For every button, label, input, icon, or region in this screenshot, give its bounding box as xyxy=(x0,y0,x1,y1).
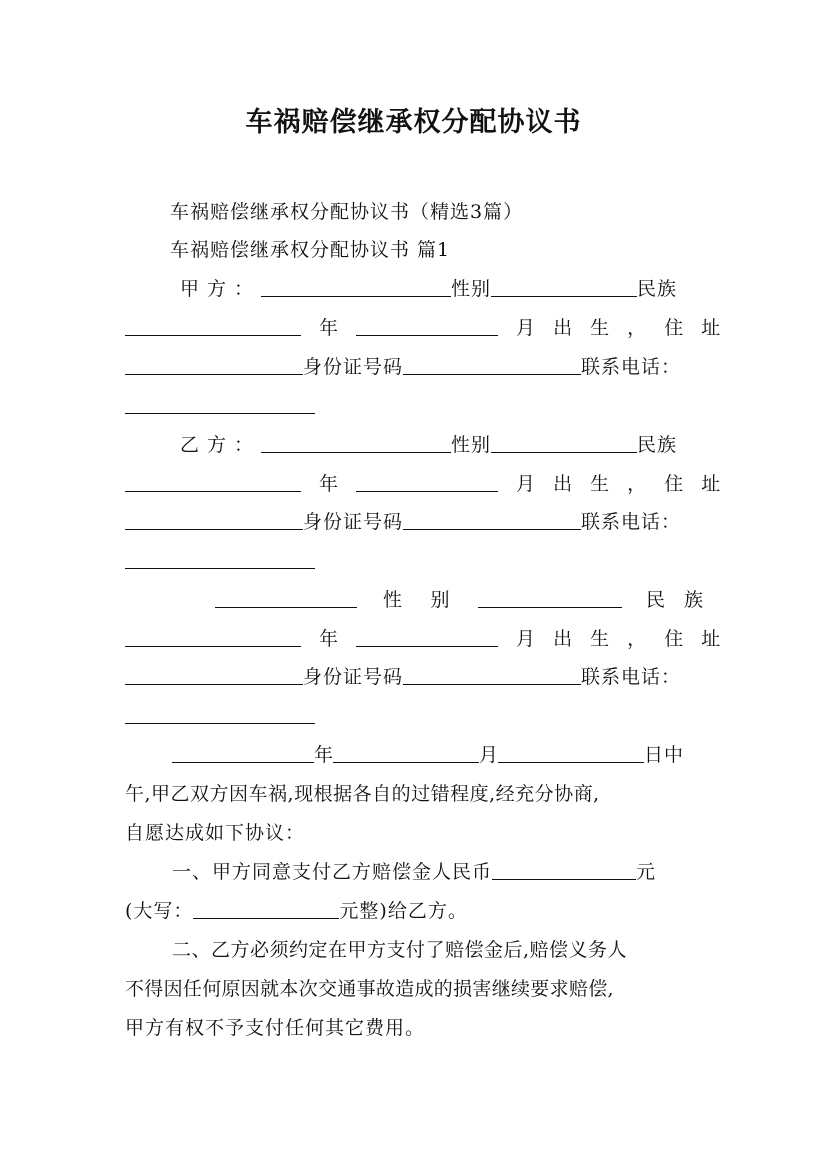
party-c-line2 xyxy=(125,624,738,654)
id-blank[interactable] xyxy=(403,664,581,685)
clause2-line3: 甲方有权不予支付任何其它费用。 xyxy=(125,1017,426,1039)
ethnic-label: 民族 xyxy=(636,434,677,456)
day-blank[interactable] xyxy=(498,742,644,763)
party-b-label: 乙方： xyxy=(180,434,261,456)
phone-label: 联系电话： xyxy=(581,356,682,378)
birth-address-label: 月出生，住址 xyxy=(516,628,739,650)
intro-line2: 午,甲乙双方因车祸,现根据各自的过错程度,经充分协商, xyxy=(125,783,600,805)
phone-blank[interactable] xyxy=(125,393,315,414)
year-blank[interactable] xyxy=(172,742,314,763)
clause1-line1 xyxy=(172,857,655,887)
birth-address-label: 月出生，住址 xyxy=(516,317,739,339)
phone-blank[interactable] xyxy=(125,548,315,569)
party-a-line4 xyxy=(125,391,315,421)
subtitle-collection: 车祸赔偿继承权分配协议书（精选3篇） xyxy=(170,201,524,223)
gender-label: 性别 xyxy=(450,434,491,456)
gender-label: 性别 xyxy=(450,278,491,300)
phone-label: 联系电话： xyxy=(581,666,682,688)
party-b-line2 xyxy=(125,469,738,499)
party-a-line1 xyxy=(180,274,677,304)
ethnic-blank[interactable] xyxy=(125,626,301,647)
daxie-close-label: 元整)给乙方。 xyxy=(339,900,468,922)
party-c-line4 xyxy=(125,701,315,731)
year-label: 年 xyxy=(319,473,339,495)
id-blank[interactable] xyxy=(403,354,581,375)
birth-address-label: 月出生，住址 xyxy=(516,473,739,495)
id-label: 身份证号码 xyxy=(303,511,404,533)
month-blank[interactable] xyxy=(356,315,498,336)
year-label: 年 xyxy=(319,317,339,339)
ethnic-blank[interactable] xyxy=(125,471,301,492)
gender-blank[interactable] xyxy=(491,276,637,297)
clause2-line2: 不得因任何原因就本次交通事故造成的损害继续要求赔偿, xyxy=(125,978,614,1000)
ethnic-label: 民族 xyxy=(646,589,723,611)
ethnic-label: 民族 xyxy=(636,278,677,300)
gender-blank[interactable] xyxy=(478,587,622,608)
party-a-line3 xyxy=(125,352,681,382)
address-blank[interactable] xyxy=(125,354,303,375)
party-b-line4 xyxy=(125,546,315,576)
ethnic-blank[interactable] xyxy=(125,315,301,336)
clause1-line2 xyxy=(125,896,468,926)
name-blank[interactable] xyxy=(261,276,451,297)
day-noon-label: 日中 xyxy=(644,744,685,766)
party-c-line3 xyxy=(125,662,681,692)
daxie-open-label: (大写： xyxy=(125,900,194,922)
party-a-label: 甲方： xyxy=(180,278,261,300)
party-c-line1 xyxy=(215,585,722,615)
party-b-line3 xyxy=(125,507,681,537)
phone-blank[interactable] xyxy=(125,703,315,724)
amount-words-blank[interactable] xyxy=(193,898,339,919)
month-blank[interactable] xyxy=(356,471,498,492)
month-blank[interactable] xyxy=(356,626,498,647)
month-label: 月 xyxy=(479,744,499,766)
party-a-line2 xyxy=(125,313,738,343)
party-b-line1 xyxy=(180,430,677,460)
month-blank[interactable] xyxy=(333,742,479,763)
clause1-text: 一、甲方同意支付乙方赔偿金人民币 xyxy=(172,861,493,883)
gender-blank[interactable] xyxy=(491,432,637,453)
document-title: 车祸赔偿继承权分配协议书 xyxy=(245,107,582,138)
address-blank[interactable] xyxy=(125,664,303,685)
name-blank[interactable] xyxy=(215,587,357,608)
name-blank[interactable] xyxy=(261,432,451,453)
year-label: 年 xyxy=(319,628,339,650)
intro-line3: 自愿达成如下协议： xyxy=(125,822,306,844)
id-label: 身份证号码 xyxy=(303,666,404,688)
address-blank[interactable] xyxy=(125,509,303,530)
date-line xyxy=(172,740,684,770)
phone-label: 联系电话： xyxy=(581,511,682,533)
id-blank[interactable] xyxy=(403,509,581,530)
id-label: 身份证号码 xyxy=(303,356,404,378)
subtitle-part: 车祸赔偿继承权分配协议书 篇1 xyxy=(170,239,451,261)
clause2-line1: 二、乙方必须约定在甲方支付了赔偿金后,赔偿义务人 xyxy=(172,939,628,961)
amount-blank[interactable] xyxy=(492,859,636,880)
yuan-label: 元 xyxy=(636,861,656,883)
gender-label: 性别 xyxy=(383,589,479,611)
year-label: 年 xyxy=(314,744,334,766)
